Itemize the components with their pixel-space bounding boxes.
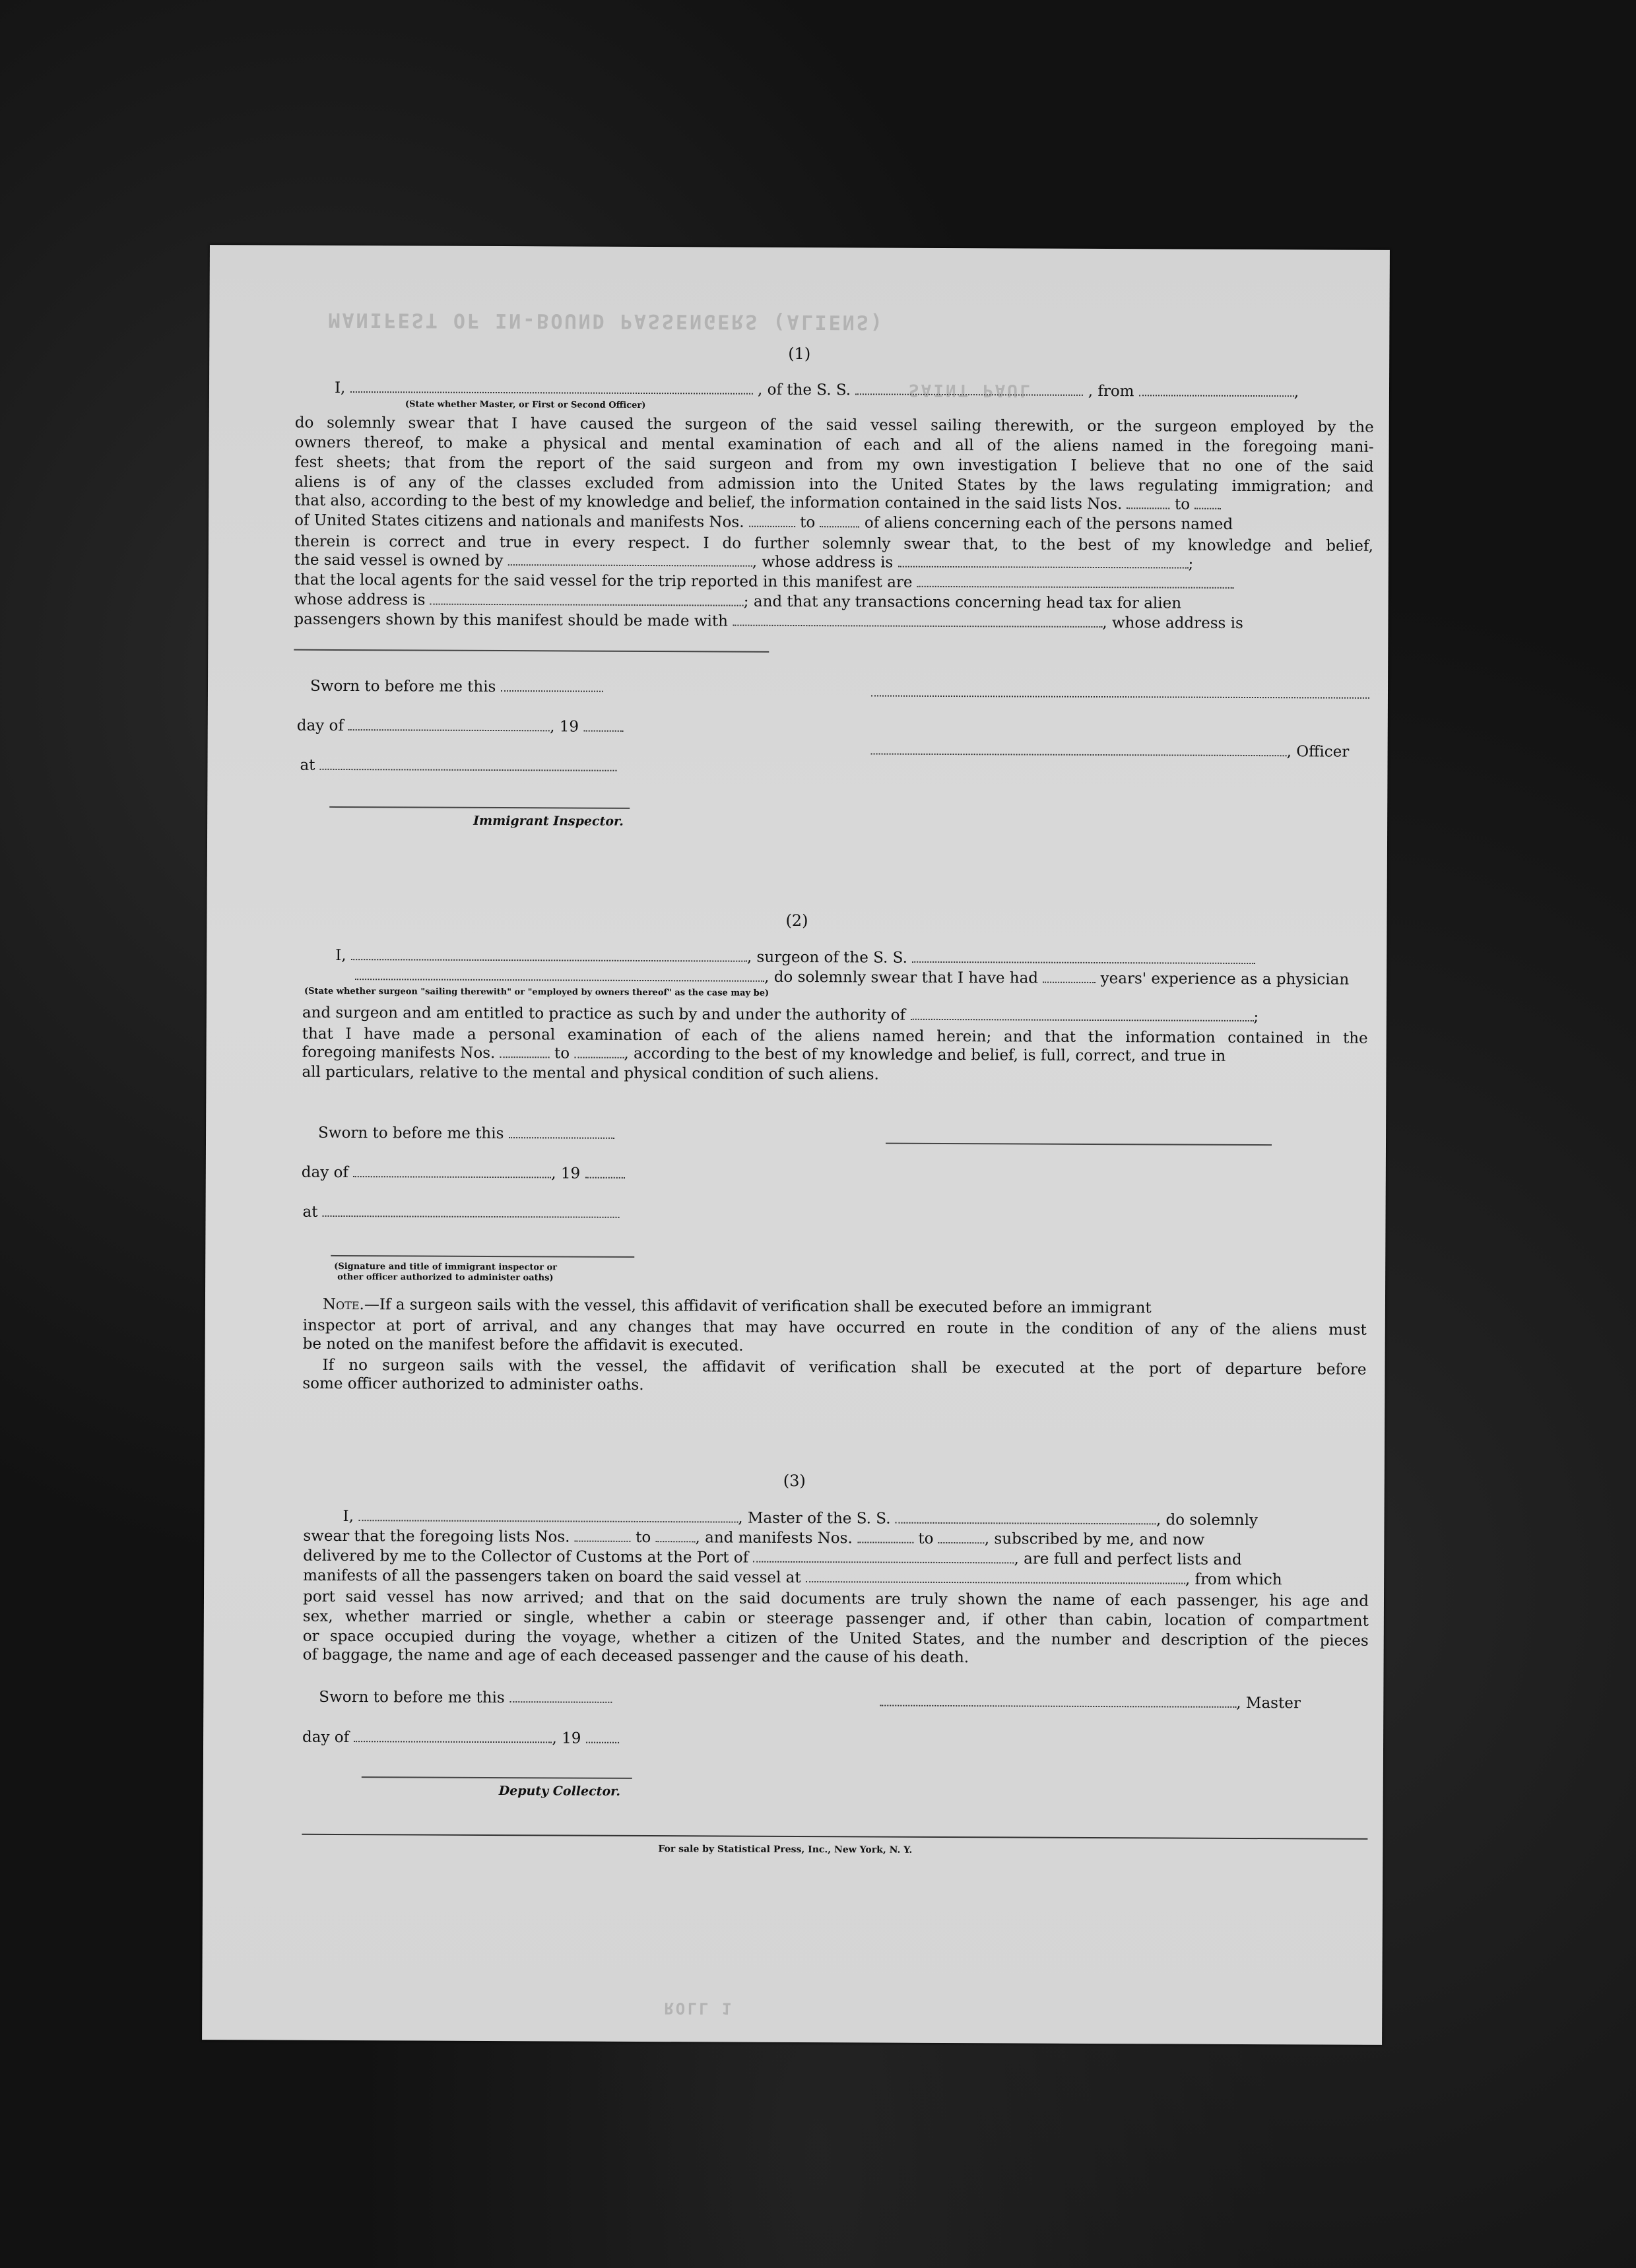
s1-of-ss: , of the S. S.: [757, 381, 851, 399]
s3-day-of: day of , 19: [302, 1729, 619, 1747]
s2-sig-hint-1: (Signature and title of immigrant inspector or: [334, 1261, 558, 1273]
s2-at: at: [302, 1204, 619, 1222]
footer-imprint: For sale by Statistical Press, Inc., New York, N. Y.: [658, 1844, 913, 1856]
s2-note-line-3: be noted on the manifest before the affidavit is executed.: [302, 1335, 744, 1355]
s2-sworn: Sworn to before me this: [318, 1124, 614, 1143]
s2-oath-line-2: that I have made a personal examination of each of the aliens named herein; and that the information contained in the: [302, 1025, 1368, 1047]
note-label: Note.: [322, 1295, 364, 1314]
s2-day-of: day of , 19: [302, 1164, 625, 1183]
s2-right-signature-rule: [886, 1143, 1272, 1146]
bleed-through-title: MANIFEST OF IN-BOUND PASSENGERS (ALIENS): [328, 308, 884, 334]
s1-oath-line-11: passengers shown by this manifest should be made with , whose address is: [294, 610, 1243, 632]
s1-inspector-rule: [329, 806, 630, 809]
s3-master: , Master: [880, 1693, 1301, 1712]
s2-note-line-5: some officer authorized to administer oaths.: [302, 1375, 644, 1394]
s1-oath-line-9: that the local agents for the said vessel for the trip reported in this manifest are: [294, 571, 1234, 593]
s2-oath-line-1: and surgeon and am entitled to practice as such by and under the authority of ;: [302, 1004, 1259, 1026]
footer-rule: [302, 1834, 1367, 1840]
s3-oath-line-4: port said vessel has now arrived; and that on the said documents are truly shown the name of each passenger, his age and: [302, 1588, 1369, 1610]
s3-oath-line-7: of baggage, the name and age of each deceased passenger and the cause of his death.: [302, 1646, 969, 1667]
bleed-through-roll: ROLL 1: [664, 1999, 734, 2018]
manifest-back-page: [202, 245, 1390, 2045]
s2-oath-line-4: all particulars, relative to the mental and physical condition of such aliens.: [302, 1063, 879, 1084]
s3-oath-line-1: swear that the foregoing lists Nos. to , and manifests Nos. to , subscribed by me, and now: [303, 1527, 1205, 1549]
section-1-number: (1): [788, 344, 811, 364]
s1-oath-line-2: owners thereof, to make a physical and mental examination of each and all of the aliens named in the foregoing mani-: [294, 434, 1374, 456]
s1-i-label: I,: [334, 379, 346, 397]
s1-at: at: [300, 757, 616, 775]
s1-oath-line-1: do solemnly swear that I have caused the surgeon of the said vessel sailing therewith, or the surgeon employed by the: [294, 414, 1374, 436]
s1-sworn: Sworn to before me this: [310, 678, 603, 696]
s3-collector-caption: Deputy Collector.: [498, 1784, 621, 1799]
s1-oath-line-10: whose address is ; and that any transactions concerning head tax for alien: [294, 591, 1182, 612]
s2-note-line-4: If no surgeon sails with the vessel, the affidavit of verification shall be executed at the port of departure before: [322, 1356, 1367, 1378]
bleed-through-ship: SAINT PAUL: [908, 379, 1032, 401]
s1-oath-line-3: fest sheets; that from the report of the said surgeon and from my own investigation I believe that no one of the said: [294, 453, 1374, 476]
s1-oath-line-7: therein is correct and true in every respect. I do further solemnly swear that, to the best of my knowledge and belief,: [294, 533, 1374, 555]
section-3-number: (3): [783, 1471, 806, 1491]
s2-line-i: I, , surgeon of the S. S.: [335, 947, 1255, 968]
s2-surgeon-hint: (State whether surgeon "sailing therewith" or "employed by owners thereof" as the case may be): [304, 986, 769, 998]
s1-officer-hint: (State whether Master, or First or Second Officer): [405, 399, 646, 410]
s2-note-line-1: Note.—If a surgeon sails with the vessel, this affidavit of verification shall be executed before an immigrant: [322, 1295, 1152, 1317]
s3-sworn: Sworn to before me this: [319, 1689, 612, 1707]
s2-note-line-2: inspector at port of arrival, and any changes that may have occurred en route in the condition of any of the aliens must: [302, 1316, 1367, 1339]
s1-line-i: I, , of the S. S. , from ,: [334, 379, 1299, 401]
s1-inspector-caption: Immigrant Inspector.: [473, 813, 624, 829]
s1-oath-line-4: aliens is of any of the classes excluded from admission into the United States by the laws regulating immigration; and: [294, 473, 1374, 496]
s1-oath-line-8: the said vessel is owned by , whose address is ;: [294, 551, 1194, 573]
s2-signature-rule: [331, 1255, 634, 1258]
s1-day-of: day of , 19: [297, 717, 624, 736]
s3-oath-line-6: or space occupied during the voyage, whether a citizen of the United States, and the number and description of the pieces: [302, 1627, 1369, 1650]
s1-signature-line: [871, 695, 1369, 698]
s2-sig-hint-2: other officer authorized to administer oaths): [337, 1272, 554, 1283]
s3-oath-line-5: sex, whether married or single, whether a cabin or steerage passenger and, if other than cabin, location of compartment: [302, 1607, 1369, 1630]
s1-oath-line-5: that also, according to the best of my knowledge and belief, the information contained in the said lists Nos. to: [294, 492, 1221, 513]
s3-oath-line-2: delivered by me to the Collector of Customs at the Port of , are full and perfect lists and: [303, 1547, 1242, 1569]
s3-line-i: I, , Master of the S. S. , do solemnly: [343, 1508, 1259, 1530]
s1-officer: , Officer: [871, 741, 1350, 760]
s2-oath-line-3: foregoing manifests Nos. to , according to the best of my knowledge and belief, is full, correct, and true in: [302, 1043, 1226, 1065]
s2-line-swear: , do solemnly swear that I have had years' experience as a physician: [355, 967, 1349, 988]
s3-oath-line-3: manifests of all the passengers taken on board the said vessel at , from which: [303, 1567, 1282, 1589]
s1-from: , from: [1088, 382, 1134, 401]
s1-oath-line-6: of United States citizens and nationals and manifests Nos. to of aliens concerning each of the persons named: [294, 511, 1233, 533]
s3-collector-rule: [362, 1776, 632, 1779]
s1-address-rule: [294, 649, 769, 653]
section-2-number: (2): [785, 911, 808, 930]
